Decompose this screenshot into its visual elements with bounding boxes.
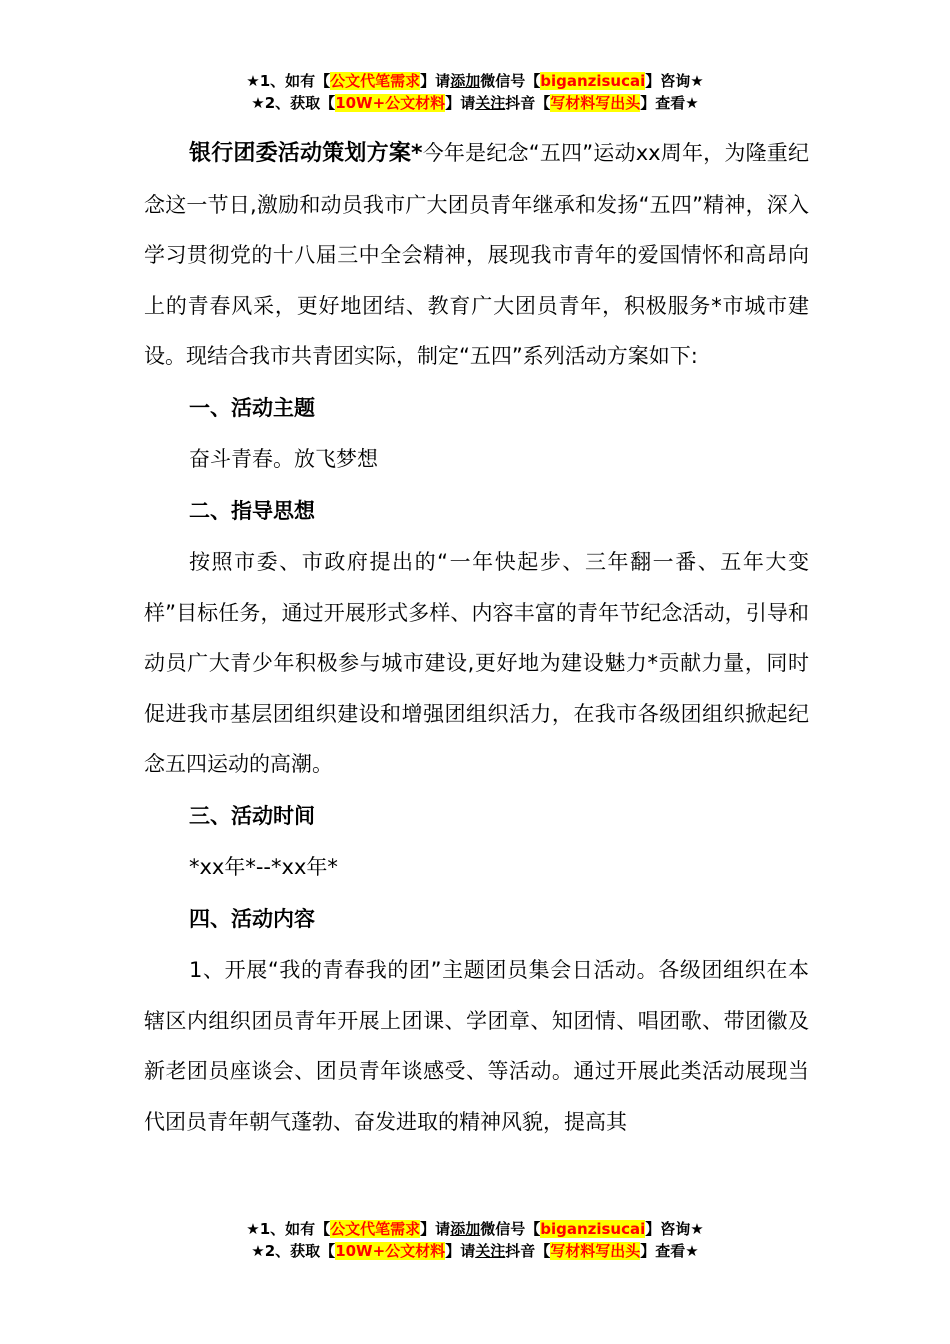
promo-line-1	[0, 70, 950, 92]
promo-text: 】查看★	[640, 94, 699, 112]
section-heading-theme: 一、活动主题	[189, 395, 315, 420]
document-body	[144, 128, 809, 1147]
promo-text: 】咨询★	[645, 72, 704, 90]
promo-line-1	[0, 1218, 950, 1240]
promo-highlight: biganzisucai	[540, 72, 646, 90]
promo-text: ★2、获取【	[251, 1242, 336, 1260]
promo-text: ★1、如有【	[246, 1220, 331, 1238]
promo-highlight: biganzisucai	[540, 1220, 646, 1238]
promo-text: 微信号【	[480, 72, 541, 90]
promo-banner-top	[0, 70, 950, 114]
promo-underline: 添加	[450, 1220, 481, 1238]
section-body-theme: 奋斗青春。放飞梦想	[189, 447, 378, 471]
section-heading-time: 三、活动时间	[189, 803, 315, 828]
promo-underline: 关注	[475, 1242, 506, 1260]
promo-highlight: 公文代笔需求	[330, 72, 421, 90]
promo-highlight: 10W+公文材料	[335, 94, 446, 112]
promo-underline: 添加	[450, 72, 481, 90]
section-heading-guiding: 二、指导思想	[189, 498, 315, 523]
section-heading-content: 四、活动内容	[189, 906, 315, 931]
promo-banner-bottom	[0, 1218, 950, 1262]
intro-paragraph	[144, 128, 809, 382]
promo-text: ★1、如有【	[246, 72, 331, 90]
promo-line-2	[0, 92, 950, 114]
document-title: 银行团委活动策划方案*	[189, 141, 423, 166]
promo-text: 抖音【	[505, 94, 551, 112]
intro-text: 今年是纪念“五四”运动xx周年，为隆重纪念这一节日,激励和动员我市广大团员青年继承和发扬“五四”精神，深入学习贯彻党的十八届三中全会精神，展现我市青年的爱国情怀和高昂向上的青春风采，更好地团结、教育广大团员青年，积极服务*市城市建设。现结合我市共青团实际，制定“五四”系列活动方案如下:	[144, 141, 809, 368]
promo-text: ★2、获取【	[251, 94, 336, 112]
section-body-content: 1、开展“我的青春我的团”主题团员集会日活动。各级团组织在本辖区内组织团员青年开展上团课、学团章、知团情、唱团歌、带团徽及新老团员座谈会、团员青年谈感受、等活动。通过开展此类活动展现当代团员青年朝气蓬勃、奋发进取的精神风貌，提高其	[144, 958, 809, 1134]
promo-text: 】请	[445, 94, 476, 112]
promo-line-2	[0, 1240, 950, 1262]
section-body-time: *xx年*--*xx年*	[189, 855, 338, 879]
promo-text: 】请	[420, 1220, 451, 1238]
section-body-guiding: 按照市委、市政府提出的“一年快起步、三年翻一番、五年大变样”目标任务，通过开展形式多样、内容丰富的青年节纪念活动，引导和动员广大青少年积极参与城市建设,更好地为建设魅力*贡献力量，同时促进我市基层团组织建设和增强团组织活力，在我市各级团组织掀起纪念五四运动的高潮。	[144, 550, 809, 776]
promo-highlight: 写材料写出头	[550, 94, 641, 112]
promo-highlight: 写材料写出头	[550, 1242, 641, 1260]
promo-text: 】请	[420, 72, 451, 90]
promo-highlight: 10W+公文材料	[335, 1242, 446, 1260]
promo-text: 抖音【	[505, 1242, 551, 1260]
promo-text: 微信号【	[480, 1220, 541, 1238]
promo-text: 】请	[445, 1242, 476, 1260]
promo-highlight: 公文代笔需求	[330, 1220, 421, 1238]
promo-underline: 关注	[475, 94, 506, 112]
promo-text: 】查看★	[640, 1242, 699, 1260]
promo-text: 】咨询★	[645, 1220, 704, 1238]
